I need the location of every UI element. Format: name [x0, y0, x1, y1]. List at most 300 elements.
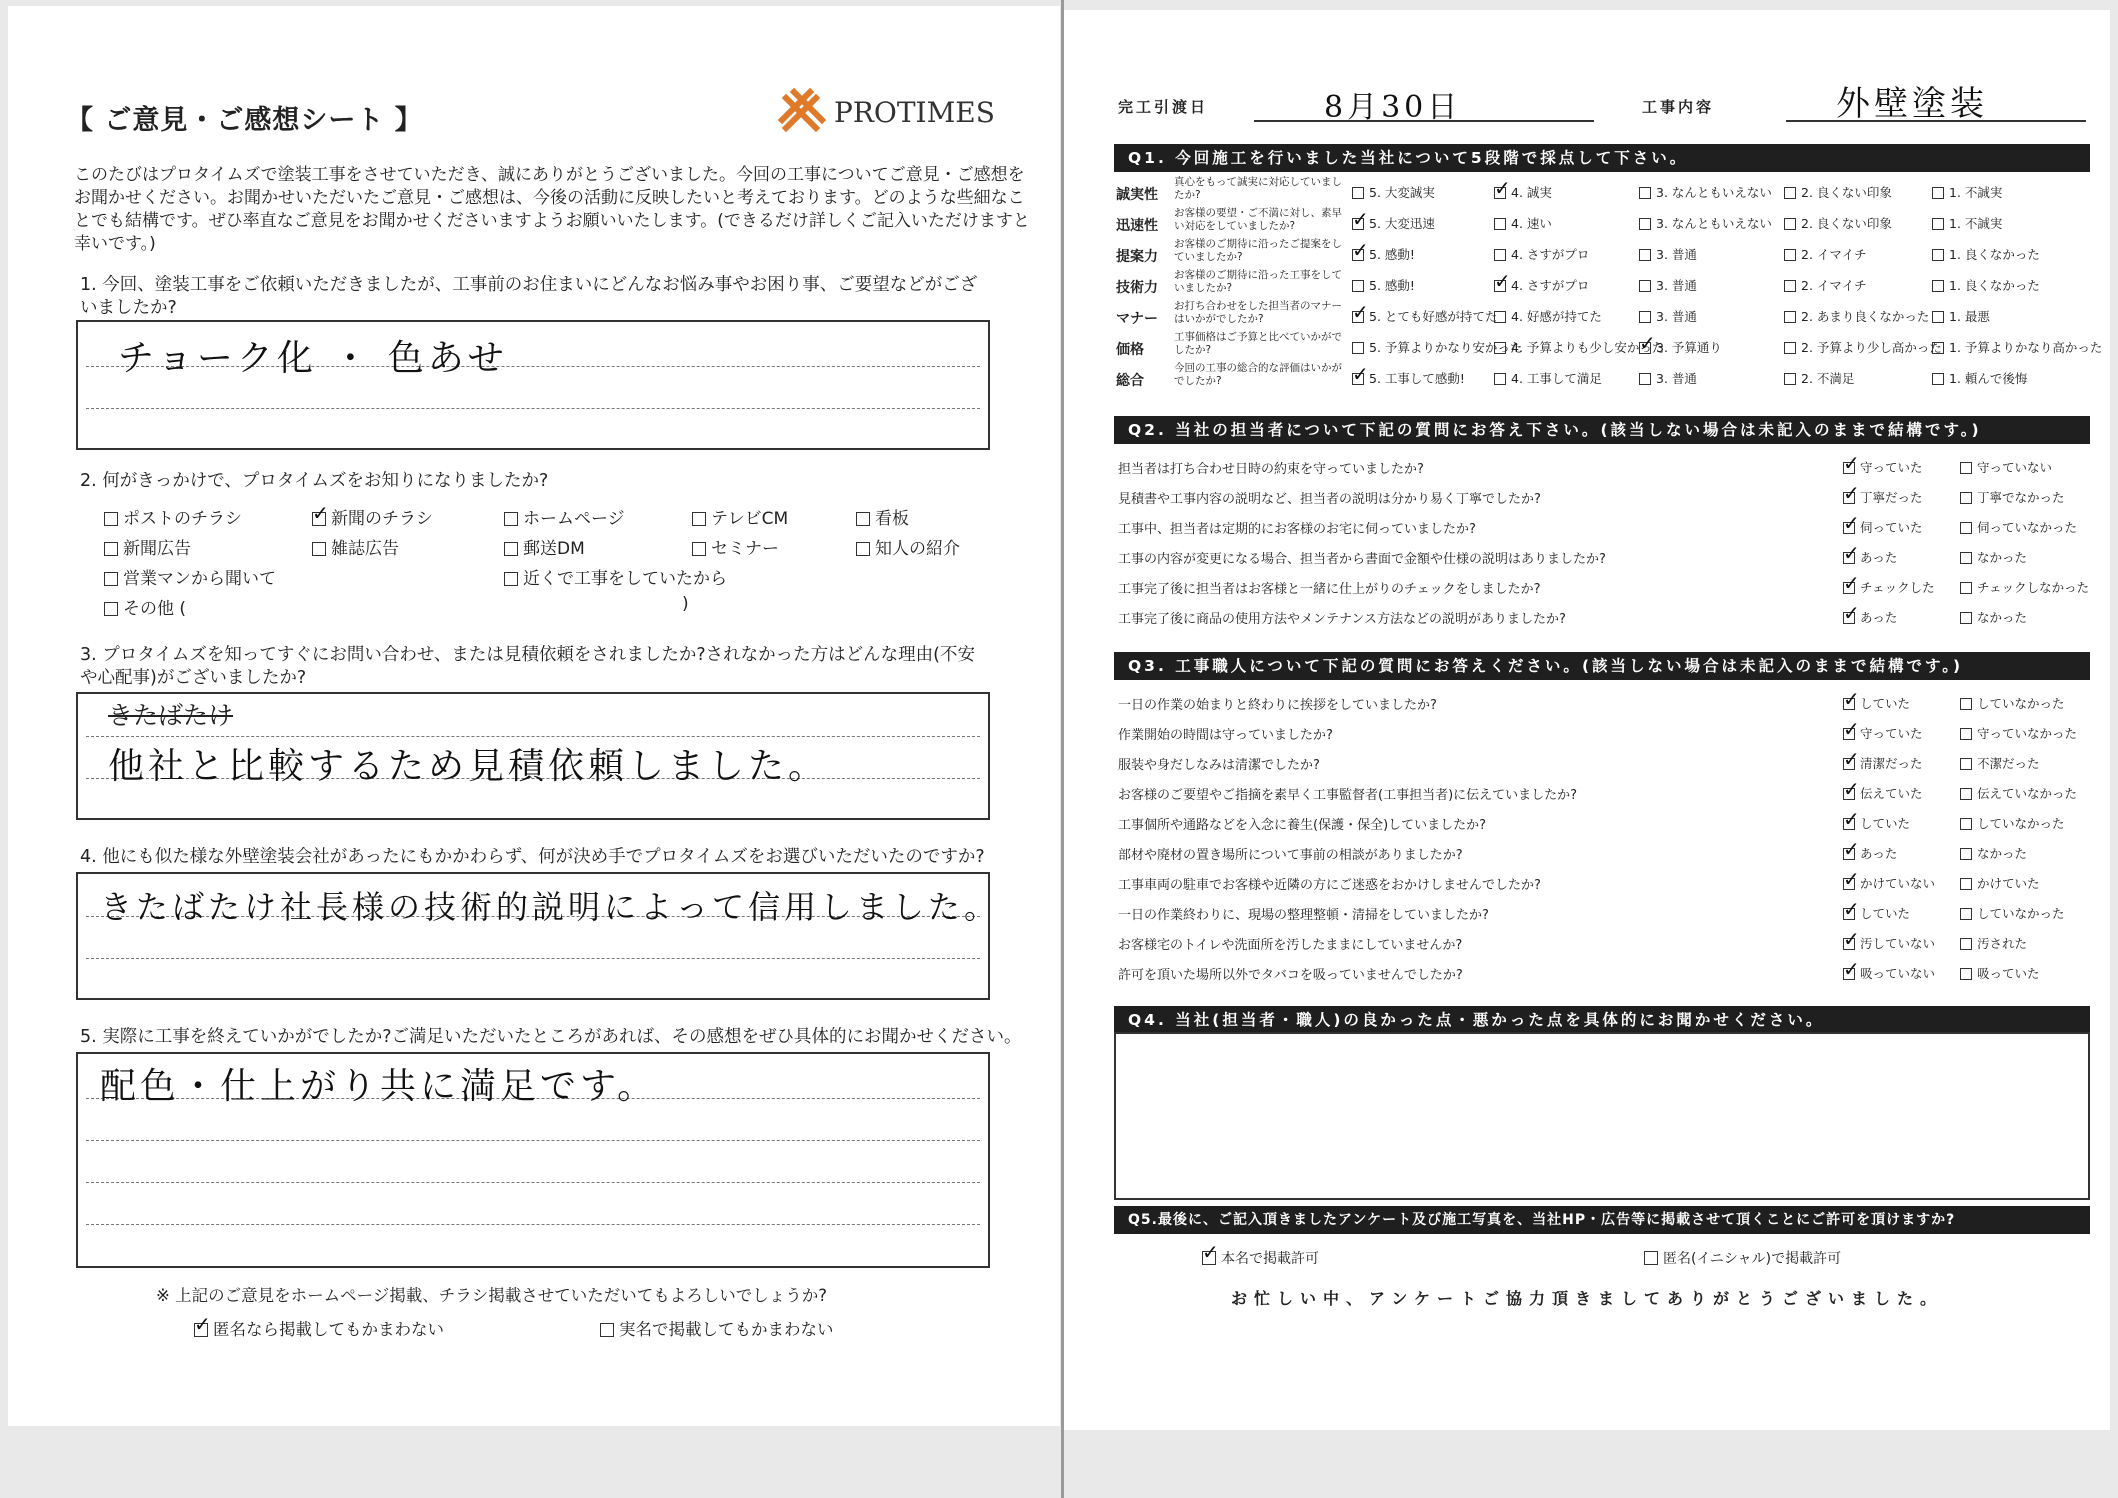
checkbox-icon — [1960, 848, 1972, 860]
answer-no-option[interactable] — [1960, 874, 2040, 892]
checkbox-checked-icon — [1352, 311, 1364, 323]
brand-name: PROTIMES — [834, 95, 995, 129]
rating-option[interactable] — [1494, 276, 1589, 294]
survey-question-row — [1118, 958, 2098, 988]
checkbox-checked-icon — [1843, 612, 1855, 624]
option-newspaper-ad[interactable]: 新聞広告 — [104, 534, 191, 559]
work-content-label: 工事内容 — [1642, 98, 1715, 116]
checkbox-icon — [504, 512, 518, 526]
survey-question-row — [1118, 718, 2098, 748]
rating-description: お打ち合わせをした担当者のマナーはいかがでしたか? — [1174, 300, 1342, 325]
q5-initials-option[interactable]: 匿名(イニシャル)で掲載許可 — [1644, 1248, 1841, 1268]
checkbox-checked-icon — [1843, 848, 1855, 860]
answer-no-option[interactable] — [1960, 578, 2089, 596]
checkbox-icon — [1494, 342, 1506, 354]
checkbox-icon — [692, 512, 706, 526]
option-magazine-ad[interactable]: 雑誌広告 — [312, 534, 399, 559]
checkbox-icon — [856, 512, 870, 526]
publish-realname-option[interactable]: 実名で掲載してもかまわない — [600, 1316, 834, 1340]
rating-option-label: 4. 予算よりも少し安かった — [1511, 340, 1665, 355]
rating-option[interactable] — [1784, 369, 1854, 387]
rating-description: お客様のご期待に沿ったご提案をしていましたか? — [1174, 238, 1342, 263]
answer-yes-label: 伝えていた — [1860, 786, 1923, 801]
rating-option-label: 4. さすがプロ — [1511, 278, 1590, 293]
rating-option[interactable] — [1639, 245, 1697, 263]
answer-3-text: 他社と比較するため見積依頼しました。 — [108, 746, 829, 787]
rating-option[interactable] — [1639, 307, 1697, 325]
option-referral[interactable]: 知人の紹介 — [856, 534, 960, 559]
survey-question-text: 工事完了後に担当者はお客様と一緒に仕上がりのチェックをしましたか? — [1118, 582, 1541, 597]
answer-no-label: 丁寧でなかった — [1977, 490, 2065, 505]
rating-option[interactable] — [1932, 183, 2002, 201]
answer-yes-option[interactable] — [1843, 724, 1923, 742]
checkbox-icon — [1784, 342, 1796, 354]
checkbox-icon — [1960, 728, 1972, 740]
answer-no-label: 守っていなかった — [1977, 726, 2078, 741]
rating-option-label: 5. 予算よりかなり安かった — [1369, 340, 1523, 355]
survey-question-text: 作業開始の時間は守っていましたか? — [1118, 728, 1333, 743]
answer-box-1[interactable] — [76, 320, 990, 450]
answer-no-option[interactable] — [1960, 488, 2065, 506]
checkbox-icon — [1352, 187, 1364, 199]
checkbox-icon — [1494, 218, 1506, 230]
q4-answer-box[interactable] — [1114, 1032, 2090, 1200]
checkbox-icon — [1639, 187, 1651, 199]
rating-option-label: 3. 普通 — [1656, 247, 1697, 262]
checkbox-checked-icon — [1843, 552, 1855, 564]
answer-no-label: なかった — [1977, 846, 2028, 861]
publish-anonymous-option[interactable]: ✓匿名なら掲載してもかまわない — [194, 1316, 444, 1340]
option-newspaper-flyer[interactable]: ✓ 新聞のチラシ — [312, 504, 433, 529]
q5-realname-option[interactable]: ✓本名で掲載許可 — [1202, 1248, 1319, 1268]
question-2: 2. 何がきっかけで、プロタイムズをお知りになりましたか? — [80, 471, 549, 491]
question-3: 3. プロタイムズを知ってすぐにお問い合わせ、または見積依頼をされましたか?されなかった方はどんな理由(不安や心配事)がございましたか? — [80, 645, 975, 688]
q3-header: Q3. 工事職人について下記の質問にお答えください。(該当しない場合は未記入のままで結構です。) — [1114, 652, 2090, 680]
checkbox-icon — [1960, 818, 1972, 830]
work-content-field[interactable] — [1786, 84, 2086, 124]
rating-option[interactable] — [1784, 276, 1867, 294]
rating-option[interactable] — [1932, 276, 2040, 294]
survey-question-row — [1118, 898, 2098, 928]
rating-option[interactable] — [1932, 338, 2102, 356]
answer-yes-label: 守っていた — [1860, 726, 1923, 741]
rating-option-label: 5. 工事して感動! — [1369, 371, 1465, 386]
rating-option-label: 3. 予算通り — [1656, 340, 1722, 355]
answer-no-option[interactable] — [1960, 964, 2040, 982]
checkbox-checked-icon — [1843, 728, 1855, 740]
checkbox-icon — [504, 572, 518, 586]
checkbox-checked-icon — [1352, 373, 1364, 385]
answer-yes-label: していた — [1860, 906, 1911, 921]
q2-header: Q2. 当社の担当者について下記の質問にお答え下さい。(該当しない場合は未記入のままで結構です。) — [1114, 416, 2090, 444]
answer-no-option[interactable] — [1960, 548, 2027, 566]
rating-option-label: 2. 良くない印象 — [1801, 216, 1892, 231]
rating-option-label: 5. 感動! — [1369, 278, 1415, 293]
checkbox-icon — [1960, 758, 1972, 770]
survey-question-text: 工事の内容が変更になる場合、担当者から書面で金額や仕様の説明はありましたか? — [1118, 552, 1606, 567]
checkbox-icon — [104, 512, 118, 526]
checkbox-icon — [104, 572, 118, 586]
rating-option-label: 1. 頼んで後悔 — [1949, 371, 2028, 386]
survey-sheet — [1064, 10, 2110, 1430]
checkbox-icon — [692, 542, 706, 556]
rating-description: お客様のご期待に沿った工事をしていましたか? — [1174, 269, 1342, 294]
checkbox-icon — [1960, 698, 1972, 710]
rating-option[interactable] — [1494, 369, 1602, 387]
survey-question-text: 服装や身だしなみは清潔でしたか? — [1118, 758, 1320, 773]
answer-box-3[interactable] — [76, 692, 990, 820]
survey-question-text: 工事車両の駐車でお客様や近隣の方にご迷惑をおかけしませんでしたか? — [1118, 878, 1541, 893]
question-5: 5. 実際に工事を終えていかがでしたか?ご満足いただいたところがあれば、その感想をぜひ具体的にお聞かせください。 — [80, 1027, 1022, 1047]
rating-option-label: 5. 感動! — [1369, 247, 1415, 262]
answer-box-4[interactable] — [76, 872, 1001, 1000]
checkbox-checked-icon — [1843, 492, 1855, 504]
rating-option[interactable] — [1352, 245, 1415, 263]
answer-4-text: きたばたけ社長様の技術的説明によって信用しました。 — [100, 888, 1001, 926]
checkbox-icon — [1644, 1251, 1658, 1265]
rating-category: 誠実性 — [1116, 187, 1158, 203]
checkbox-checked-icon — [1352, 249, 1364, 261]
checkbox-checked-icon — [312, 512, 326, 526]
protimes-logo-icon — [778, 88, 826, 136]
rating-option[interactable] — [1352, 183, 1435, 201]
rating-option[interactable] — [1494, 245, 1589, 263]
rating-description: お客様の要望・ご不満に対し、素早い対応をしていましたか? — [1174, 207, 1342, 232]
rating-option[interactable] — [1639, 369, 1697, 387]
checkbox-icon — [1932, 187, 1944, 199]
survey-question-row — [1118, 482, 2098, 512]
answer-no-label: 汚された — [1977, 936, 2028, 951]
rating-option[interactable] — [1932, 307, 1990, 325]
answer-box-5[interactable] — [76, 1052, 990, 1268]
rating-option-label: 4. 誠実 — [1511, 185, 1552, 200]
checkbox-icon — [1932, 249, 1944, 261]
answer-yes-option[interactable] — [1843, 488, 1923, 506]
rating-option-label: 3. なんともいえない — [1656, 185, 1772, 200]
answer-no-label: なかった — [1977, 610, 2028, 625]
answer-1-text: チョーク化 ・ 色あせ — [118, 338, 508, 379]
rating-category: 価格 — [1116, 342, 1144, 358]
answer-no-label: なかった — [1977, 550, 2028, 565]
checkbox-icon — [1932, 342, 1944, 354]
checkbox-checked-icon — [1843, 968, 1855, 980]
rating-option[interactable] — [1352, 214, 1435, 232]
rating-category: 提案力 — [1116, 249, 1158, 265]
checkbox-icon — [1639, 311, 1651, 323]
answer-yes-label: していた — [1860, 816, 1911, 831]
checkbox-checked-icon — [1202, 1251, 1216, 1265]
checkbox-checked-icon — [1639, 342, 1651, 354]
survey-question-row — [1118, 512, 2098, 542]
answer-no-option[interactable] — [1960, 814, 2065, 832]
answer-yes-option[interactable] — [1843, 814, 1910, 832]
answer-no-label: していなかった — [1977, 696, 2065, 711]
checkbox-checked-icon — [1352, 218, 1364, 230]
survey-question-row — [1118, 542, 2098, 572]
checkbox-icon — [1784, 187, 1796, 199]
rating-option[interactable] — [1352, 369, 1465, 387]
rating-option-label: 1. 最悪 — [1949, 309, 1990, 324]
rating-option-label: 2. イマイチ — [1801, 278, 1867, 293]
completion-date-label: 完工引渡日 — [1118, 98, 1209, 116]
rating-option[interactable] — [1639, 214, 1772, 232]
answer-yes-option[interactable] — [1843, 518, 1923, 536]
question-4: 4. 他にも似た様な外壁塗装会社があったにもかかわらず、何が決め手でプロタイムズをお選びいただいたのですか? — [80, 847, 985, 867]
checkbox-icon — [1960, 938, 1972, 950]
rating-option-label: 1. 不誠実 — [1949, 216, 2003, 231]
answer-yes-option[interactable] — [1843, 608, 1897, 626]
answer-no-option[interactable] — [1960, 694, 2065, 712]
survey-question-text: 担当者は打ち合わせ日時の約束を守っていましたか? — [1118, 462, 1424, 477]
survey-question-text: 許可を頂いた場所以外でタバコを吸っていませんでしたか? — [1118, 968, 1463, 983]
rating-option[interactable] — [1352, 307, 1497, 325]
answer-no-label: 守っていない — [1977, 460, 2053, 475]
answer-yes-option[interactable] — [1843, 694, 1910, 712]
checkbox-checked-icon — [1843, 908, 1855, 920]
rating-option[interactable] — [1932, 369, 2027, 387]
option-other-close: ) — [682, 594, 689, 614]
answer-no-option[interactable] — [1960, 754, 2040, 772]
option-post-flyer[interactable]: ポストのチラシ — [104, 504, 242, 529]
checkbox-checked-icon — [1843, 878, 1855, 890]
checkbox-checked-icon — [1843, 582, 1855, 594]
rating-row — [1064, 331, 2110, 361]
rating-option[interactable] — [1639, 183, 1772, 201]
rating-row — [1064, 176, 2110, 206]
answer-yes-label: 丁寧だった — [1860, 490, 1923, 505]
checkbox-icon — [1784, 249, 1796, 261]
survey-question-text: 見積書や工事内容の説明など、担当者の説明は分かり易く丁寧でしたか? — [1118, 492, 1541, 507]
checkbox-checked-icon — [194, 1323, 208, 1337]
rating-option[interactable] — [1784, 338, 1942, 356]
checkbox-icon — [1784, 280, 1796, 292]
checkbox-icon — [1960, 612, 1972, 624]
answer-yes-option[interactable] — [1843, 784, 1923, 802]
survey-question-row — [1118, 572, 2098, 602]
answer-yes-label: していた — [1860, 696, 1911, 711]
rating-description: 真心をもって誠実に対応していましたか? — [1174, 176, 1342, 201]
rating-category: 迅速性 — [1116, 218, 1158, 234]
option-other[interactable]: その他 ( — [104, 594, 186, 619]
answer-no-label: 伺っていなかった — [1977, 520, 2078, 535]
checkbox-icon — [1932, 373, 1944, 385]
option-tv-cm[interactable]: テレビCM — [692, 504, 788, 529]
answer-yes-label: かけていない — [1860, 876, 1936, 891]
rating-option-label: 2. イマイチ — [1801, 247, 1867, 262]
rating-option-label: 3. なんともいえない — [1656, 216, 1772, 231]
rating-option[interactable] — [1352, 276, 1415, 294]
answer-no-option[interactable] — [1960, 934, 2027, 952]
answer-yes-option[interactable] — [1843, 754, 1923, 772]
answer-no-option[interactable] — [1960, 458, 2052, 476]
work-content-value: 外壁塗装 — [1836, 84, 1988, 124]
checkbox-icon — [1352, 280, 1364, 292]
rating-row — [1064, 207, 2110, 237]
checkbox-icon — [1932, 218, 1944, 230]
checkbox-icon — [1960, 552, 1972, 564]
answer-yes-label: 吸っていない — [1860, 966, 1936, 981]
checkbox-checked-icon — [1843, 788, 1855, 800]
answer-yes-label: あった — [1860, 550, 1898, 565]
answer-no-label: 伝えていなかった — [1977, 786, 2078, 801]
answer-no-option[interactable] — [1960, 518, 2077, 536]
answer-no-option[interactable] — [1960, 608, 2027, 626]
rating-description: 今回の工事の総合的な評価はいかがでしたか? — [1174, 362, 1342, 387]
q4-header: Q4. 当社(担当者・職人)の良かった点・悪かった点を具体的にお聞かせください。 — [1114, 1006, 2090, 1034]
survey-question-text: 一日の作業の始まりと終わりに挨拶をしていましたか? — [1118, 698, 1437, 713]
answer-no-label: 吸っていた — [1977, 966, 2040, 981]
checkbox-checked-icon — [1494, 280, 1506, 292]
checkbox-icon — [1639, 373, 1651, 385]
survey-question-row — [1118, 452, 2098, 482]
option-seminar[interactable]: セミナー — [692, 534, 779, 559]
rating-option-label: 3. 普通 — [1656, 309, 1697, 324]
checkbox-icon — [1784, 218, 1796, 230]
answer-no-option[interactable] — [1960, 784, 2077, 802]
survey-question-row — [1118, 838, 2098, 868]
rating-option-label: 4. 好感が持てた — [1511, 309, 1602, 324]
answer-yes-option[interactable] — [1843, 548, 1897, 566]
checkbox-icon — [1960, 462, 1972, 474]
answer-yes-option[interactable] — [1843, 934, 1935, 952]
checkbox-icon — [1494, 311, 1506, 323]
rating-option[interactable] — [1494, 214, 1552, 232]
answer-yes-option[interactable] — [1843, 904, 1910, 922]
rating-option-label: 2. あまり良くなかった — [1801, 309, 1930, 324]
rating-description: 工事価格はご予算と比べていかがでしたか? — [1174, 331, 1342, 356]
rating-option-label: 2. 良くない印象 — [1801, 185, 1892, 200]
checkbox-icon — [1784, 373, 1796, 385]
source-options — [104, 504, 1004, 624]
checkbox-checked-icon — [1494, 187, 1506, 199]
survey-question-text: お客様のご要望やご指摘を素早く工事監督者(工事担当者)に伝えていましたか? — [1118, 788, 1578, 803]
option-nearby-work[interactable]: 近くで工事をしていたから — [504, 564, 727, 589]
rating-option-label: 5. 大変迅速 — [1369, 216, 1435, 231]
answer-yes-label: あった — [1860, 610, 1898, 625]
thanks-message: お忙しい中、アンケートご協力頂きましてありがとうございました。 — [1230, 1289, 1944, 1308]
option-signboard[interactable]: 看板 — [856, 504, 909, 529]
checkbox-icon — [1960, 878, 1972, 890]
checkbox-icon — [1639, 249, 1651, 261]
checkbox-checked-icon — [1843, 938, 1855, 950]
rating-option[interactable] — [1932, 245, 2040, 263]
answer-no-option[interactable] — [1960, 844, 2027, 862]
rating-row — [1064, 300, 2110, 330]
answer-yes-label: 汚していない — [1860, 936, 1936, 951]
rating-option-label: 4. 速い — [1511, 216, 1552, 231]
rating-option[interactable] — [1494, 307, 1602, 325]
rating-option[interactable] — [1784, 183, 1892, 201]
answer-no-label: していなかった — [1977, 906, 2065, 921]
survey-question-text: 工事完了後に商品の使用方法やメンテナンス方法などの説明がありましたか? — [1118, 612, 1566, 627]
answer-3-struck: きたばたけ — [108, 701, 234, 730]
rating-option[interactable] — [1639, 276, 1697, 294]
checkbox-icon — [104, 602, 118, 616]
checkbox-icon — [1960, 582, 1972, 594]
opinion-sheet — [8, 6, 1060, 1426]
answer-5-text: 配色・仕上がり共に満足です。 — [100, 1066, 658, 1107]
rating-option-label: 3. 普通 — [1656, 278, 1697, 293]
q5-header: Q5.最後に、ご記入頂きましたアンケート及び施工写真を、当社HP・広告等に掲載させて頂くことにご許可を頂けますか? — [1114, 1206, 2090, 1234]
checkbox-icon — [1960, 968, 1972, 980]
answer-no-option[interactable] — [1960, 724, 2077, 742]
checkbox-icon — [1932, 280, 1944, 292]
rating-row — [1064, 238, 2110, 268]
rating-row — [1064, 269, 2110, 299]
rating-option-label: 1. 良くなかった — [1949, 247, 2040, 262]
answer-yes-label: 清潔だった — [1860, 756, 1923, 771]
question-1: 1. 今回、塗装工事をご依頼いただきましたが、工事前のお住まいにどんなお悩み事やお困り事、ご要望などがございましたか? — [80, 275, 978, 318]
checkbox-icon — [504, 542, 518, 556]
rating-option-label: 4. 工事して満足 — [1511, 371, 1602, 386]
checkbox-icon — [1960, 522, 1972, 534]
rating-option[interactable] — [1494, 183, 1552, 201]
checkbox-icon — [1639, 218, 1651, 230]
rating-category: 総合 — [1116, 373, 1144, 389]
answer-yes-label: チェックした — [1860, 580, 1935, 595]
rating-option[interactable] — [1784, 307, 1929, 325]
rating-option-label: 1. 予算よりかなり高かった — [1949, 340, 2103, 355]
answer-yes-label: 守っていた — [1860, 460, 1923, 475]
answer-yes-option[interactable] — [1843, 578, 1935, 596]
rating-row — [1064, 362, 2110, 392]
option-direct-mail[interactable]: 郵送DM — [504, 534, 585, 559]
checkbox-icon — [1932, 311, 1944, 323]
completion-date-field[interactable] — [1254, 88, 1594, 125]
checkbox-checked-icon — [1843, 818, 1855, 830]
option-salesperson[interactable]: 営業マンから聞いて — [104, 564, 276, 589]
rating-option-label: 1. 不誠実 — [1949, 185, 2003, 200]
q1-header: Q1. 今回施工を行いました当社について5段階で採点して下さい。 — [1114, 144, 2090, 172]
survey-question-row — [1118, 602, 2098, 632]
answer-no-label: していなかった — [1977, 816, 2065, 831]
checkbox-icon — [1960, 908, 1972, 920]
answer-yes-option[interactable] — [1843, 964, 1935, 982]
checkbox-icon — [1960, 788, 1972, 800]
rating-option-label: 2. 不満足 — [1801, 371, 1855, 386]
completion-date-value: 8月30日 — [1324, 90, 1462, 125]
rating-option[interactable] — [1639, 338, 1722, 356]
checkbox-icon — [104, 542, 118, 556]
intro-text: このたびはプロタイムズで塗装工事をさせていただき、誠にありがとうございました。今回の工事についてご意見・ご感想をお聞かせください。お聞かせいただいたご意見・ご感想は、今後の活動に反映したいと考えております。どのような些細なことでも結構です。ぜひ率直なご意見をお聞かせくださいますようお願いいたします。(できるだけ詳しくご記入いただけますと幸いです。) — [74, 165, 1030, 254]
checkbox-checked-icon — [1843, 758, 1855, 770]
rating-option[interactable] — [1932, 214, 2002, 232]
checkbox-icon — [1639, 280, 1651, 292]
survey-question-text: 工事個所や通路などを入念に養生(保護・保全)していましたか? — [1118, 818, 1487, 833]
answer-no-option[interactable] — [1960, 904, 2065, 922]
rating-option-label: 4. さすがプロ — [1511, 247, 1590, 262]
survey-question-text: お客様宅のトイレや洗面所を汚したままにしていませんか? — [1118, 938, 1463, 953]
survey-question-row — [1118, 868, 2098, 898]
answer-yes-option[interactable] — [1843, 874, 1935, 892]
checkbox-icon — [1494, 249, 1506, 261]
answer-no-label: チェックしなかった — [1977, 580, 2090, 595]
answer-no-label: 不潔だった — [1977, 756, 2040, 771]
answer-yes-option[interactable] — [1843, 844, 1897, 862]
survey-question-row — [1118, 808, 2098, 838]
answer-yes-option[interactable] — [1843, 458, 1923, 476]
rating-option[interactable] — [1784, 245, 1867, 263]
publish-question: ※ 上記のご意見をホームページ掲載、チラシ掲載させていただいてもよろしいでしょうか? — [156, 1286, 827, 1305]
rating-option[interactable] — [1784, 214, 1892, 232]
checkbox-checked-icon — [1843, 698, 1855, 710]
survey-question-row — [1118, 928, 2098, 958]
survey-question-text: 工事中、担当者は定期的にお客様のお宅に伺っていましたか? — [1118, 522, 1476, 537]
rating-category: マナー — [1116, 311, 1158, 327]
option-homepage[interactable]: ホームページ — [504, 504, 625, 529]
rating-category: 技術力 — [1116, 280, 1158, 296]
checkbox-icon — [1352, 342, 1364, 354]
